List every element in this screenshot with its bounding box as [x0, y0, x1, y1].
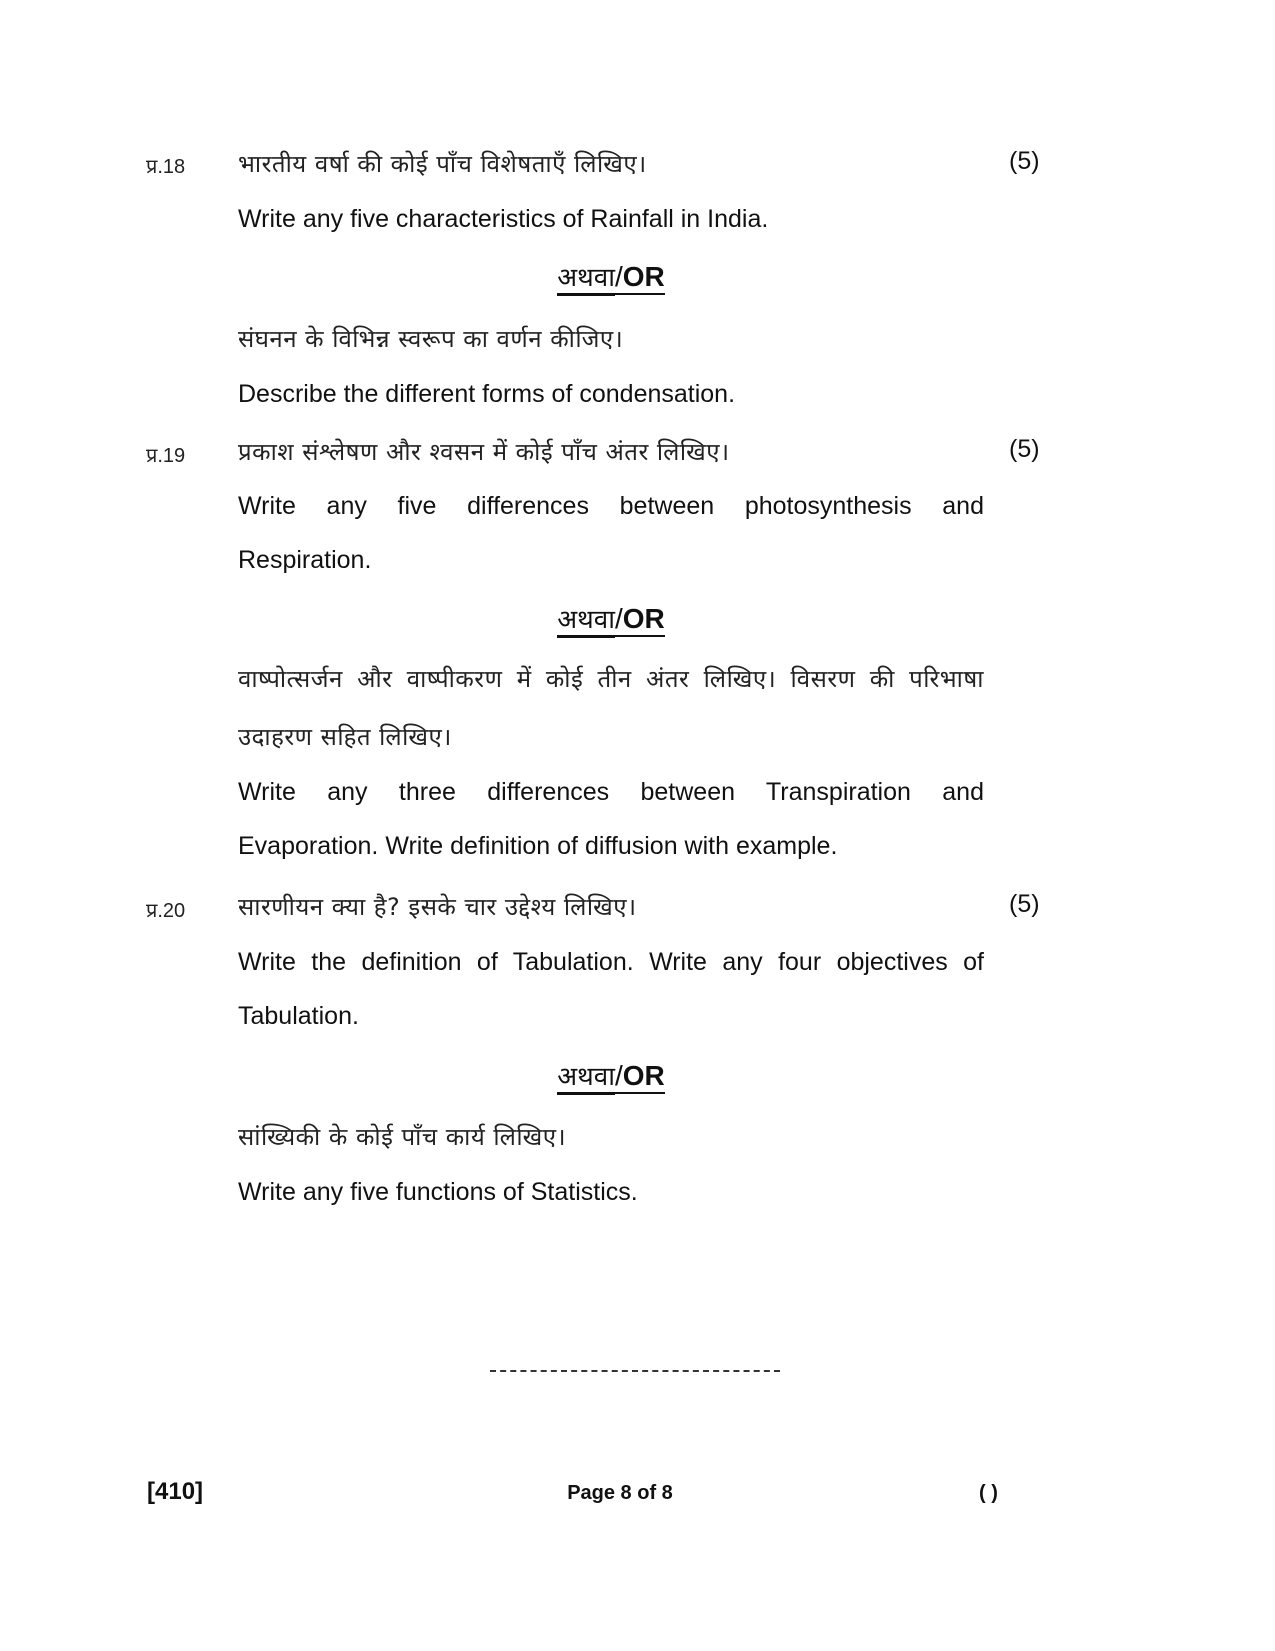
question-18-or-english: Describe the different forms of condensation. [238, 380, 736, 408]
question-20-or-hindi: सांख्यिकी के कोई पाँच कार्य लिखिए। [238, 1123, 567, 1151]
or-hindi-label: अथवा [557, 1062, 615, 1095]
or-separator-18 [0, 258, 1222, 294]
question-18-marks: (5) [1009, 147, 1040, 175]
question-18-or-hindi: संघनन के विभिन्न स्वरूप का वर्णन कीजिए। [238, 325, 624, 353]
or-english-label: OR [622, 1060, 665, 1091]
question-20-hindi: सारणीयन क्या है? इसके चार उद्देश्य लिखिए। [238, 893, 637, 921]
question-number-19: प्र.19 [146, 445, 186, 467]
or-separator-20 [0, 1057, 1222, 1093]
or-hindi-label: अथवा [557, 605, 615, 638]
question-19-or-english-line1: Write any three differences between Transpiration and [238, 778, 984, 806]
paper-code: [410] [147, 1478, 204, 1505]
or-slash: / [614, 603, 623, 634]
question-number-20: प्र.20 [146, 900, 186, 922]
question-19-or-hindi-line1: वाष्पोत्सर्जन और वाष्पीकरण में कोई तीन अंतर लिखिए। विसरण की परिभाषा [238, 665, 984, 693]
question-20-english-line1: Write the definition of Tabulation. Write any four objectives of [238, 948, 984, 976]
question-19-english-line2: Respiration. [238, 546, 372, 574]
question-20-marks: (5) [1009, 890, 1040, 918]
question-19-english-line1: Write any five differences between photosynthesis and [238, 492, 984, 520]
question-18-english: Write any five characteristics of Rainfall in India. [238, 205, 769, 233]
or-slash: / [614, 261, 623, 292]
or-slash: / [614, 1060, 623, 1091]
question-19-or-english-line2: Evaporation. Write definition of diffusion with example. [238, 832, 838, 860]
question-20-or-english: Write any five functions of Statistics. [238, 1178, 638, 1206]
or-hindi-label: अथवा [557, 263, 615, 296]
question-19-hindi: प्रकाश संश्लेषण और श्वसन में कोई पाँच अंतर लिखिए। [238, 438, 730, 466]
question-19-or-hindi-line2: उदाहरण सहित लिखिए। [238, 723, 452, 751]
question-19-marks: (5) [1009, 435, 1040, 463]
page-number: Page 8 of 8 [567, 1482, 673, 1504]
or-english-label: OR [622, 261, 665, 292]
footer-parentheses: ( ) [979, 1482, 998, 1504]
or-english-label: OR [622, 603, 665, 634]
end-of-paper-divider [490, 1370, 780, 1372]
question-number-18: प्र.18 [146, 156, 186, 178]
question-18-hindi: भारतीय वर्षा की कोई पाँच विशेषताएँ लिखिए। [238, 150, 647, 178]
or-separator-19 [0, 600, 1222, 636]
question-20-english-line2: Tabulation. [238, 1002, 359, 1030]
